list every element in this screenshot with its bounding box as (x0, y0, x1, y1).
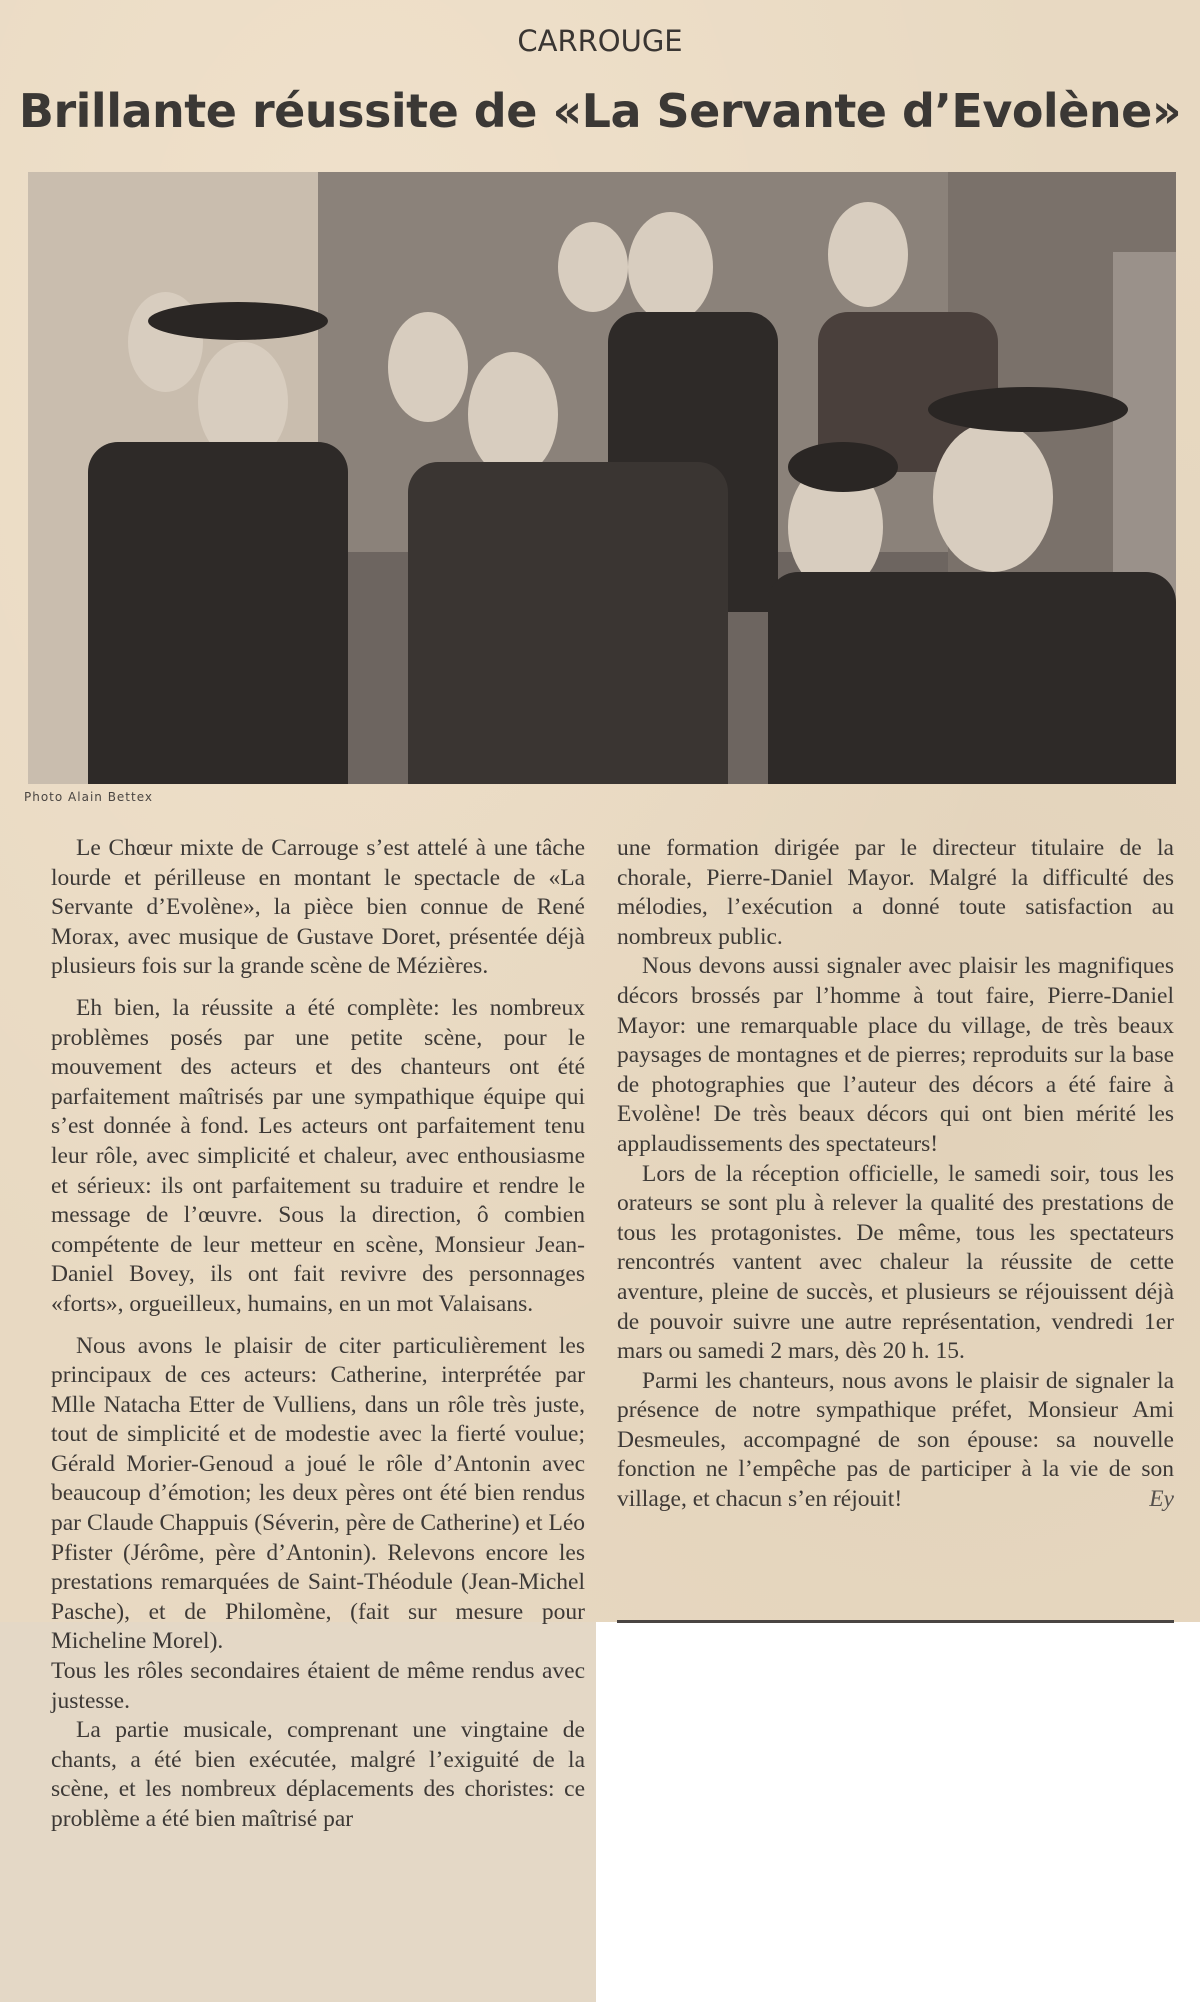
paragraph: Eh bien, la réussite a été complète: les nombreux problèmes posés par une petite scène, pour le mouvement des acteurs et des chanteurs ont été parfaitement maîtrisés par une sympathique équipe qui s’est donnée à fond. Les acteurs ont parfaitement tenu leur rôle, avec simplicité et chaleur, avec enthousiasme et sérieux: ils ont parfaitement su traduire et rendre le message de l’œuvre. Sous la direction, ô combien compétente de leur metteur en scène, Monsieur Jean-Daniel Bovey, ils ont fait revivre des personnages «forts», orgueilleux, humains, en un mot Valaisans. (51, 994, 585, 1317)
photo-person-face (933, 422, 1053, 572)
article-column-left (51, 834, 585, 1835)
paragraph: Nous devons aussi signaler avec plaisir les magnifiques décors brossés par l’homme à tout faire, Pierre-Daniel Mayor: une remarquable place du village, de très beaux paysages de montagnes et de pierres; reproduits sur la base de photographies que l’auteur des décors a été faire à Evolène! De très beaux décors qui ont bien mérité les applaudissements des spectateurs! (617, 953, 1174, 1157)
photo-person-face (388, 312, 468, 422)
photo-person-body (768, 572, 1176, 784)
photo-person-body (408, 462, 728, 784)
closing-paragraph-row (617, 1367, 1174, 1515)
article-photo (28, 172, 1176, 784)
paragraph: Parmi les chanteurs, nous avons le plaisir de signaler la présence de notre sympathique préfet, Monsieur Ami Desmeules, accompagné de son épouse: sa nouvelle fonction ne l’empêche pas de participer à la vie de son village, et chacun s’en réjouit! (617, 1367, 1174, 1513)
photo-hat (148, 302, 328, 340)
photo-hat (788, 442, 898, 492)
paragraph: Tous les rôles secondaires étaient de même rendus avec justesse. (51, 1658, 585, 1714)
section-kicker: CARROUGE (517, 24, 683, 58)
paragraph: Le Chœur mixte de Carrouge s’est attelé à une tâche lourde et périlleuse en montant le spectacle de «La Servante d’Evolène», la pièce bien connue de René Morax, avec musique de Gustave Doret, présentée déjà plusieurs fois sur la grande scène de Mézières. (51, 835, 585, 980)
author-signature: Ey (1149, 1486, 1174, 1513)
paragraph: Lors de la réception officielle, le samedi soir, tous les orateurs se sont plu à relever la qualité des prestations de tous les protagonistes. De même, tous les spectateurs rencontrés vantent avec chaleur la réussite de cette aventure, pleine de succès, et plusieurs se réjouissent déjà de pouvoir suivre une autre représentation, vendredi 1er mars ou samedi 2 mars, dès 20 h. 15. (617, 1160, 1174, 1365)
paragraph: Nous avons le plaisir de citer particulièrement les principaux de ces acteurs: Catherine, interprétée par Mlle Natacha Etter de Vulliens, dans un rôle très juste, tout de simplicité et de modestie avec la fierté voulue; Gérald Morier-Genoud a joué le rôle d’Antonin avec beaucoup d’émotion; les deux pères ont été bien rendus par Claude Chappuis (Séverin, père de Catherine) et Léo Pfister (Jérôme, père d’Antonin). Relevons encore les prestations remarquées de Saint-Théodule (Jean-Michel Pasche), et de Philomène, (fait sur mesure pour Micheline Morel). (51, 1332, 585, 1655)
end-of-article-rule (617, 1620, 1174, 1623)
photo-person-face (628, 212, 713, 322)
photo-hat (928, 387, 1128, 432)
photo-credit: Photo Alain Bettex (24, 790, 153, 804)
photo-person-face (828, 202, 908, 307)
article-column-right (617, 834, 1174, 1515)
paragraph: La partie musicale, comprenant une vingtaine de chants, a été bien exécutée, malgré l’exiguité de la scène, et les nombreux déplacements des choristes: ce problème a été bien maîtrisé par (51, 1717, 585, 1832)
paragraph: une formation dirigée par le directeur titulaire de la chorale, Pierre-Daniel Mayor. Malgré la difficulté des mélodies, l’exécution a donné toute satisfaction au nombreux public. (617, 835, 1174, 950)
photo-person-face (468, 352, 558, 477)
article-headline: Brillante réussite de «La Servante d’Evolène» (18, 84, 1182, 138)
photo-person-body (88, 442, 348, 784)
photo-person-face (558, 222, 628, 312)
